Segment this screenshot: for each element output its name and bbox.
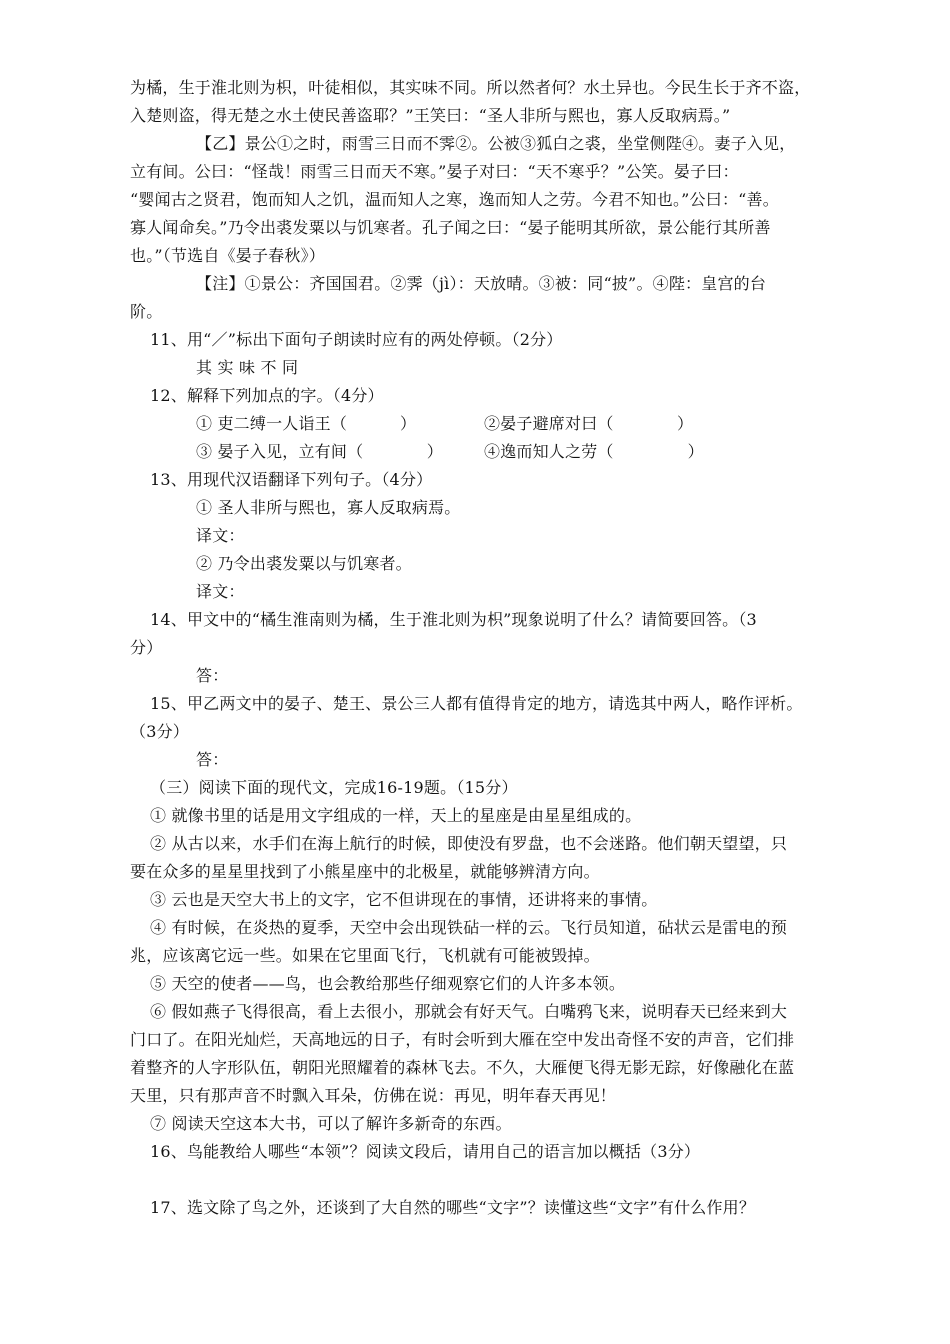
question-11-sentence: 其 实 味 不 同 — [196, 358, 299, 377]
section-3-paragraph: ③ 云也是天空大书上的文字，它不但讲现在的事情，还讲将来的事情。 — [150, 890, 658, 909]
section-3-paragraph: 着整齐的人字形队伍，朝阳光照耀着的森林飞去。不久，大雁便飞得无影无踪，好像融化在蓝 — [130, 1058, 795, 1077]
passage-yi-line: 也。”（节选自《晏子春秋》） — [130, 246, 325, 265]
passage-jia-line: 入楚则盗，得无楚之水土使民善盗耶？”王笑曰：“圣人非所与熙也，寡人反取病焉。” — [130, 106, 731, 125]
section-3-paragraph: ⑦ 阅读天空这本大书，可以了解许多新奇的东西。 — [150, 1114, 512, 1133]
question-12-item: ① 吏二缚一人诣王（ ） — [196, 414, 417, 433]
passage-jia-line: 为橘，生于淮北则为枳，叶徒相似，其实味不同。所以然者何？水土异也。今民生长于齐不盗， — [130, 78, 811, 97]
passage-yi-line: 寡人闻命矣。”乃令出裘发粟以与饥寒者。孔子闻之曰：“晏子能明其所欲，景公能行其所善 — [130, 218, 771, 237]
notes-line: 【注】①景公：齐国国君。②霁（jì）：天放晴。③被：同“披”。④陛：皇宫的台 — [196, 274, 767, 293]
question-15-answer-label: 答： — [196, 750, 229, 769]
section-3-paragraph: ④ 有时候，在炎热的夏季，天空中会出现铁砧一样的云。飞行员知道，砧状云是雷电的预 — [150, 918, 788, 937]
section-3-paragraph: ⑤ 天空的使者——鸟，也会教给那些仔细观察它们的人许多本领。 — [150, 974, 626, 993]
question-15-prompt: （3分） — [130, 722, 189, 741]
question-15-prompt: 15、甲乙两文中的晏子、楚王、景公三人都有值得肯定的地方，请选其中两人，略作评析。 — [150, 694, 803, 713]
question-12-item: ③ 晏子入见，立有间（ ） — [196, 442, 443, 461]
section-3-paragraph: 兆，应该离它远一些。如果在它里面飞行，飞机就有可能被毁掉。 — [130, 946, 600, 965]
question-12-prompt: 12、解释下列加点的字。（4分） — [150, 386, 384, 405]
question-16-prompt: 16、鸟能教给人哪些“本领”？阅读文段后，请用自己的语言加以概括（3分） — [150, 1142, 701, 1161]
question-12-item: ④逸而知人之劳（ ） — [484, 442, 704, 461]
question-13-prompt: 13、用现代汉语翻译下列句子。（4分） — [150, 470, 433, 489]
section-3-paragraph: ⑥ 假如燕子飞得很高，看上去很小，那就会有好天气。白嘴鸦飞来，说明春天已经来到大 — [150, 1002, 788, 1021]
question-14-prompt: 14、甲文中的“橘生淮南则为橘，生于淮北则为枳”现象说明了什么？请简要回答。（3 — [150, 610, 757, 629]
question-13-answer-label: 译文： — [196, 582, 245, 601]
section-3-paragraph: 门口了。在阳光灿烂，天高地远的日子，有时会听到大雁在空中发出奇怪不安的声音，它们排 — [130, 1030, 795, 1049]
passage-yi-line: “婴闻古之贤君，饱而知人之饥，温而知人之寒，逸而知人之劳。今君不知也。”公曰：“善。 — [130, 190, 779, 209]
section-3-paragraph: ① 就像书里的话是用文字组成的一样，天上的星座是由星星组成的。 — [150, 806, 642, 825]
question-14-prompt: 分） — [130, 638, 163, 657]
notes-line: 阶。 — [130, 302, 163, 321]
question-13-item: ② 乃令出裘发粟以与饥寒者。 — [196, 554, 412, 573]
passage-yi-line: 【乙】景公①之时，雨雪三日而不霁②。公被③狐白之裘，坐堂侧陛④。妻子入见， — [196, 134, 796, 153]
question-13-answer-label: 译文： — [196, 526, 245, 545]
section-3-paragraph: 要在众多的星星里找到了小熊星座中的北极星，就能够辨清方向。 — [130, 862, 600, 881]
question-14-answer-label: 答： — [196, 666, 229, 685]
section-3-paragraph: 天里，只有那声音不时飘入耳朵，仿佛在说：再见，明年春天再见！ — [130, 1086, 617, 1105]
question-11-prompt: 11、用“／”标出下面句子朗读时应有的两处停顿。（2分） — [150, 330, 563, 349]
passage-yi-line: 立有间。公曰：“怪哉！雨雪三日而天不寒。”晏子对曰：“天不寒乎？”公笑。晏子曰： — [130, 162, 739, 181]
section-3-paragraph: ② 从古以来，水手们在海上航行的时候，即使没有罗盘，也不会迷路。他们朝天望望，只 — [150, 834, 788, 853]
question-12-item: ②晏子避席对曰（ ） — [484, 414, 694, 433]
section-3-heading: （三）阅读下面的现代文，完成16-19题。（15分） — [150, 778, 518, 797]
question-17-prompt: 17、选文除了鸟之外，还谈到了大自然的哪些“文字”？读懂这些“文字”有什么作用？ — [150, 1198, 756, 1217]
question-13-item: ① 圣人非所与熙也，寡人反取病焉。 — [196, 498, 461, 517]
